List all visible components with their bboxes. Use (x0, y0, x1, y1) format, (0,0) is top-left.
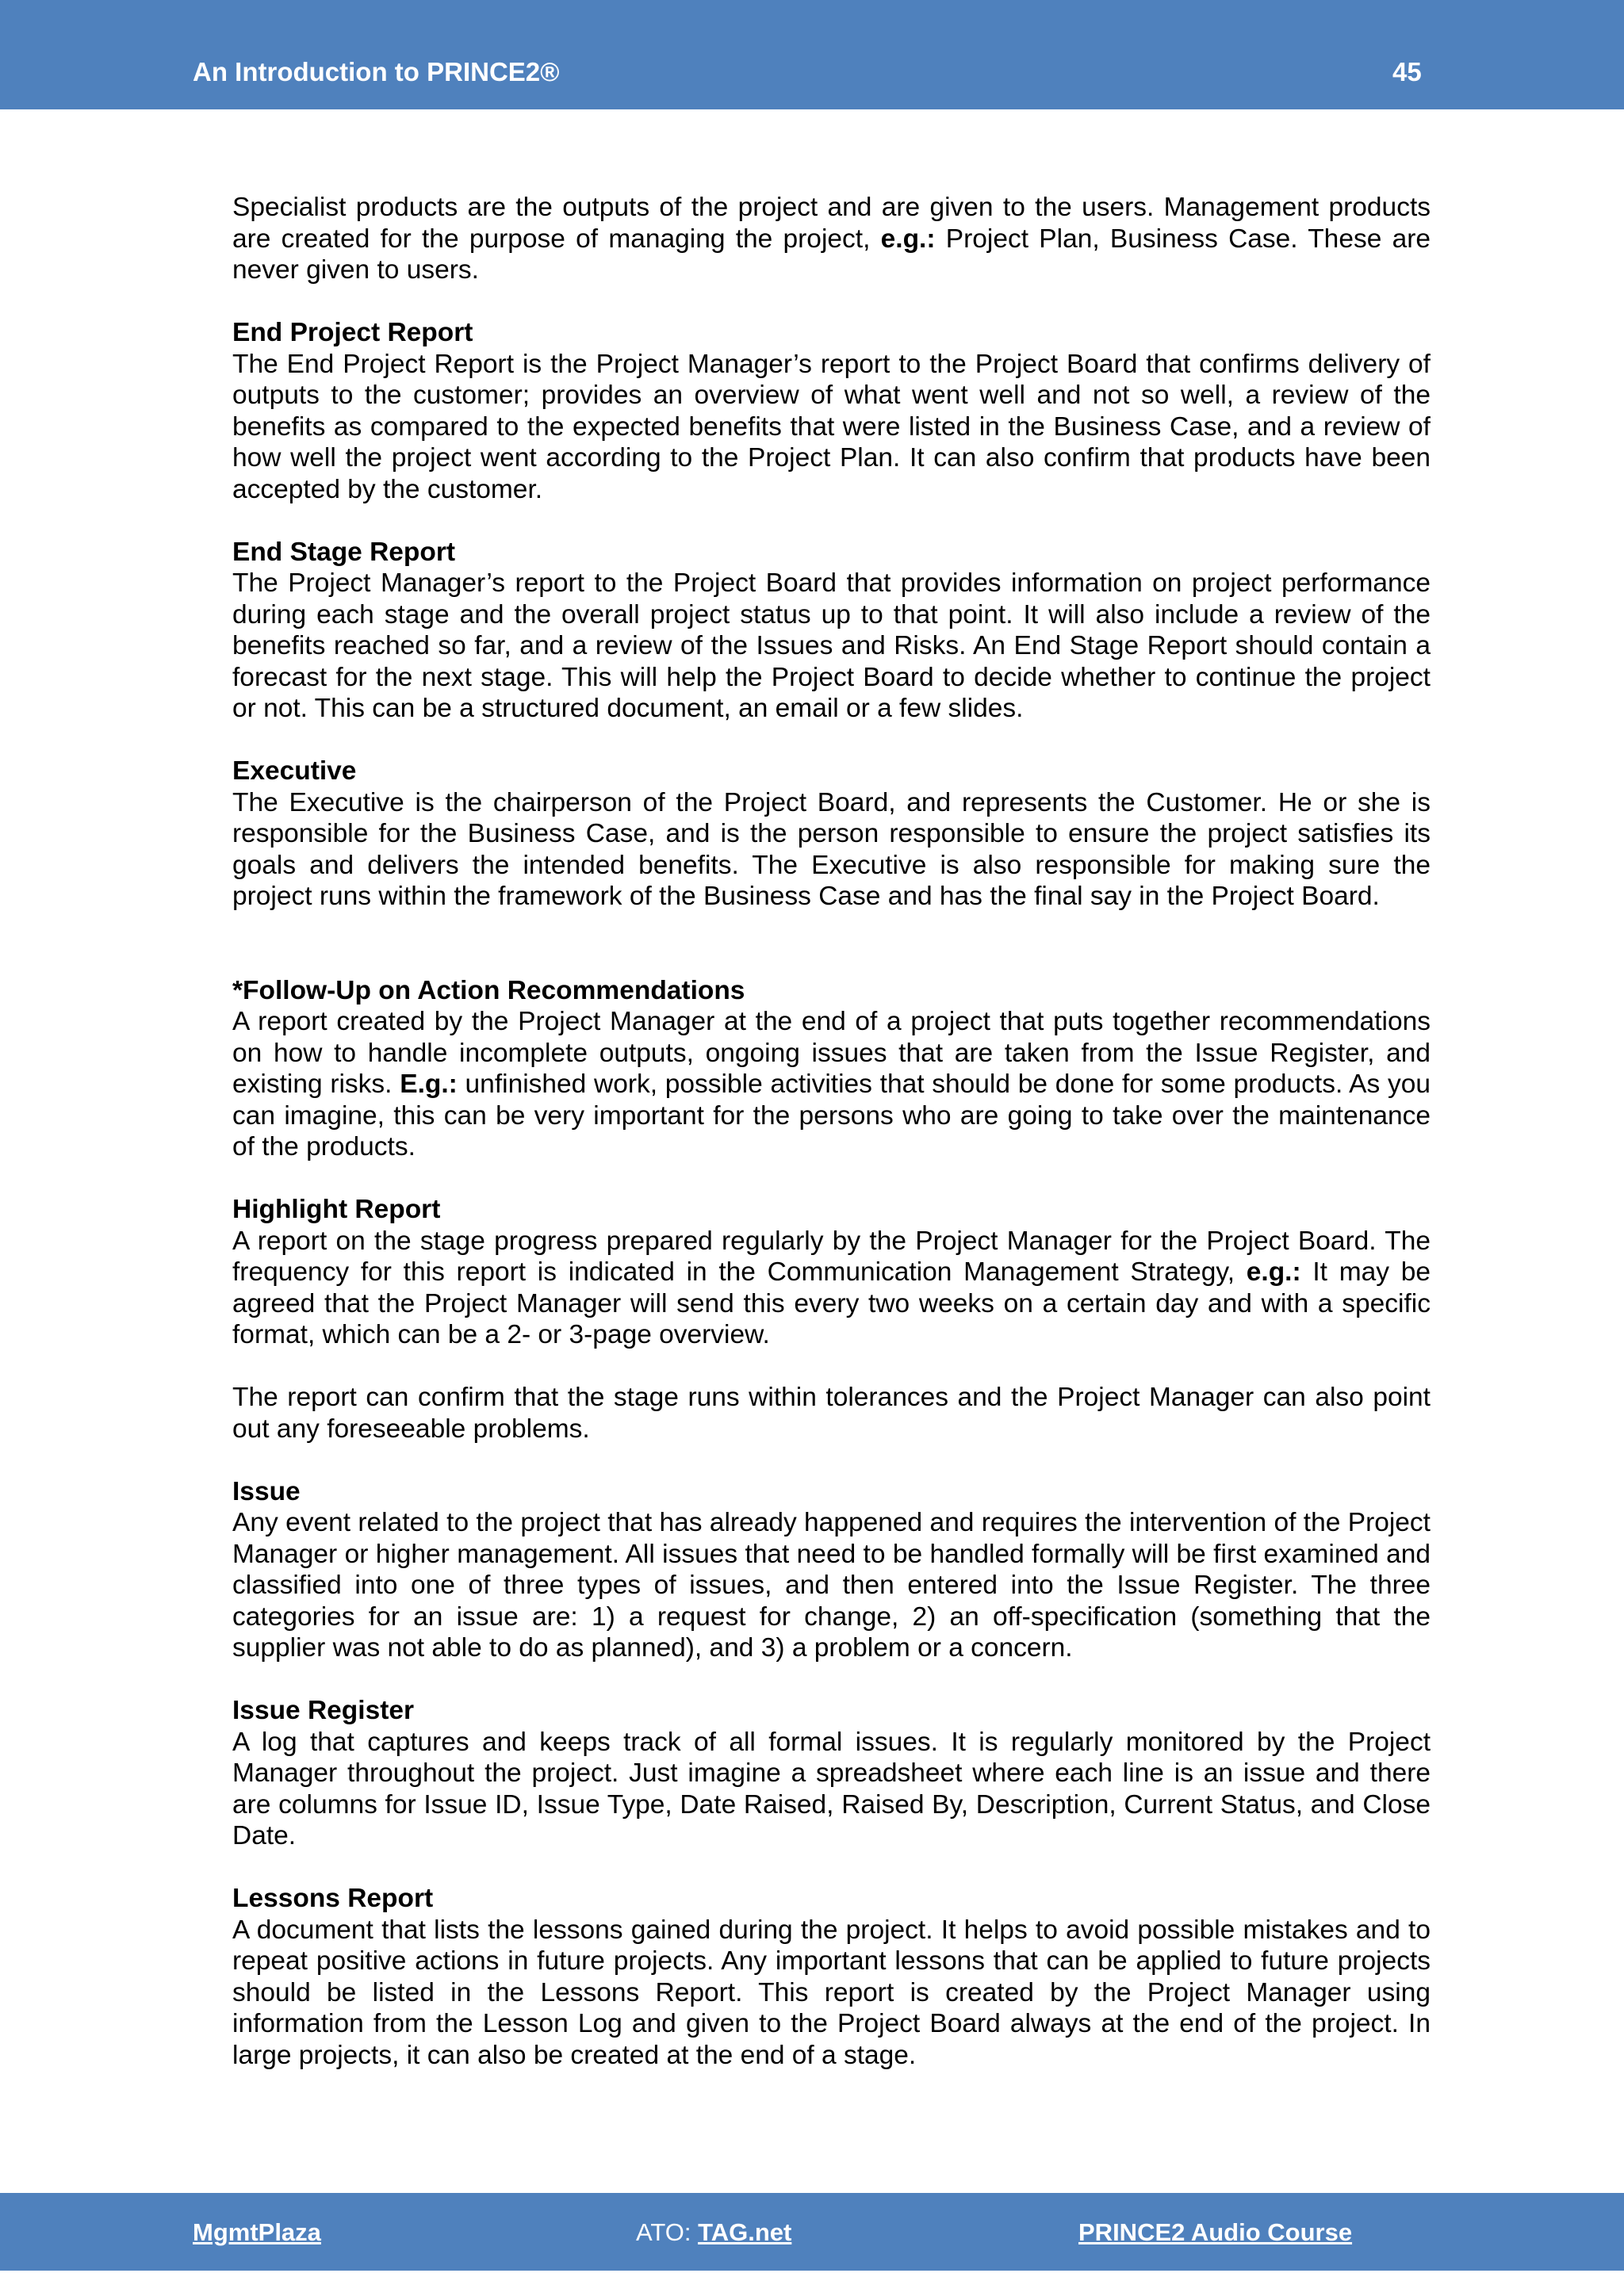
glossary-term: Lessons Report (232, 1884, 434, 1913)
page-footer (0, 2193, 1624, 2271)
tag-net-link[interactable]: TAG.net (698, 2218, 792, 2246)
glossary-entry-follow-up (232, 975, 1431, 1163)
page-header (0, 0, 1624, 109)
mgmtplaza-link[interactable]: MgmtPlaza (193, 2218, 321, 2246)
glossary-term: Executive (232, 756, 357, 786)
glossary-paragraph-highlight-report-2: The report can confirm that the stage runs within tolerances and the Project Manager can also point out any foreseeable problems. (232, 1383, 1431, 1444)
glossary-entry-executive (232, 756, 1431, 913)
glossary-entry-end-stage-report (232, 537, 1431, 725)
glossary-definition: A report created by the Project Manager at the end of a project that puts together recommendations on how to handle incomplete outputs, ongoing issues that are taken from the Issue Register, and existing risks. E.g.: unfinished work, possible activities that should be done for some products. As you can imagine, this can be very important for the persons who are going to take over the maintenance of the products. (232, 1007, 1431, 1161)
glossary-entry-issue-register (232, 1695, 1431, 1852)
footer-item-ato (636, 2218, 791, 2247)
glossary-entry-issue (232, 1476, 1431, 1664)
glossary-term: End Stage Report (232, 537, 456, 567)
glossary-definition: A report on the stage progress prepared regularly by the Project Manager for the Project Board. The frequency for this report is indicated in the Communication Management Strategy, e.g.: It may be agreed that the Project Manager will send this every two weeks on a certain day and with a specific format, which can be a 2- or 3-page overview. (232, 1226, 1431, 1349)
glossary-definition: A log that captures and keeps track of all formal issues. It is regularly monitored by the Project Manager throughout the project. Just imagine a spreadsheet where each line is an issue and there are columns for Issue ID, Issue Type, Date Raised, Raised By, Description, Current Status, and Close Date. (232, 1727, 1431, 1850)
glossary-term: Issue (232, 1476, 301, 1506)
glossary-definition: The Project Manager’s report to the Project Board that provides information on project performance during each stage and the overall project status up to that point. It will also include a review of the benefits reached so far, and a review of the Issues and Risks. An End Stage Report should contain a forecast for the next stage. This will help the Project Board to decide whether to continue the project or not. This can be a structured document, an email or a few slides. (232, 568, 1431, 723)
ato-label: ATO: (636, 2218, 699, 2246)
footer-item-audio-course (1078, 2218, 1352, 2247)
page-content (232, 192, 1431, 2103)
document-title: An Introduction to PRINCE2® (193, 57, 560, 86)
glossary-term: *Follow-Up on Action Recommendations (232, 975, 745, 1005)
prince2-audio-course-link[interactable]: PRINCE2 Audio Course (1078, 2218, 1353, 2246)
glossary-entry-lessons-report (232, 1883, 1431, 2071)
glossary-term: Highlight Report (232, 1195, 441, 1224)
glossary-definition: The End Project Report is the Project Manager’s report to the Project Board that confirms delivery of outputs to the customer; provides an overview of what went well and not so well, a review of the benefits as compared to the expected benefits that were listed in the Business Case, and a review of how well the project went according to the Project Plan. It can also confirm that products have been accepted by the customer. (232, 349, 1431, 504)
page-number: 45 (1392, 57, 1422, 86)
glossary-term: Issue Register (232, 1696, 415, 1725)
glossary-entry-highlight-report (232, 1194, 1431, 1351)
glossary-entry-end-project-report (232, 317, 1431, 505)
footer-item-mgmtplaza (193, 2218, 321, 2247)
glossary-definition: A document that lists the lessons gained during the project. It helps to avoid possible mistakes and to repeat positive actions in future projects. Any important lessons that can be applied to future projects should be listed in the Lessons Report. This report is created by the Project Manager using information from the Lesson Log and given to the Project Board always at the end of the project. In large projects, it can also be created at the end of a stage. (232, 1915, 1431, 2070)
glossary-definition: The Executive is the chairperson of the Project Board, and represents the Customer. He or she is responsible for the Business Case, and is the person responsible to ensure the project satisfies its goals and delivers the intended benefits. The Executive is also responsible for making sure the project runs within the framework of the Business Case and has the final say in the Project Board. (232, 787, 1431, 911)
glossary-definition: Any event related to the project that has already happened and requires the intervention of the Project Manager or higher management. All issues that need to be handled formally will be first examined and classified into one of three types of issues, and then entered into the Issue Register. The three categories for an issue are: 1) a request for change, 2) an off-specification (something that the supplier was not able to do as planned), and 3) a problem or a concern. (232, 1508, 1431, 1663)
intro-paragraph: Specialist products are the outputs of the project and are given to the users. Management products are created for the purpose of managing the project, e.g.: Project Plan, Business Case. These are never given to users. (232, 193, 1431, 285)
glossary-term: End Project Report (232, 318, 473, 347)
